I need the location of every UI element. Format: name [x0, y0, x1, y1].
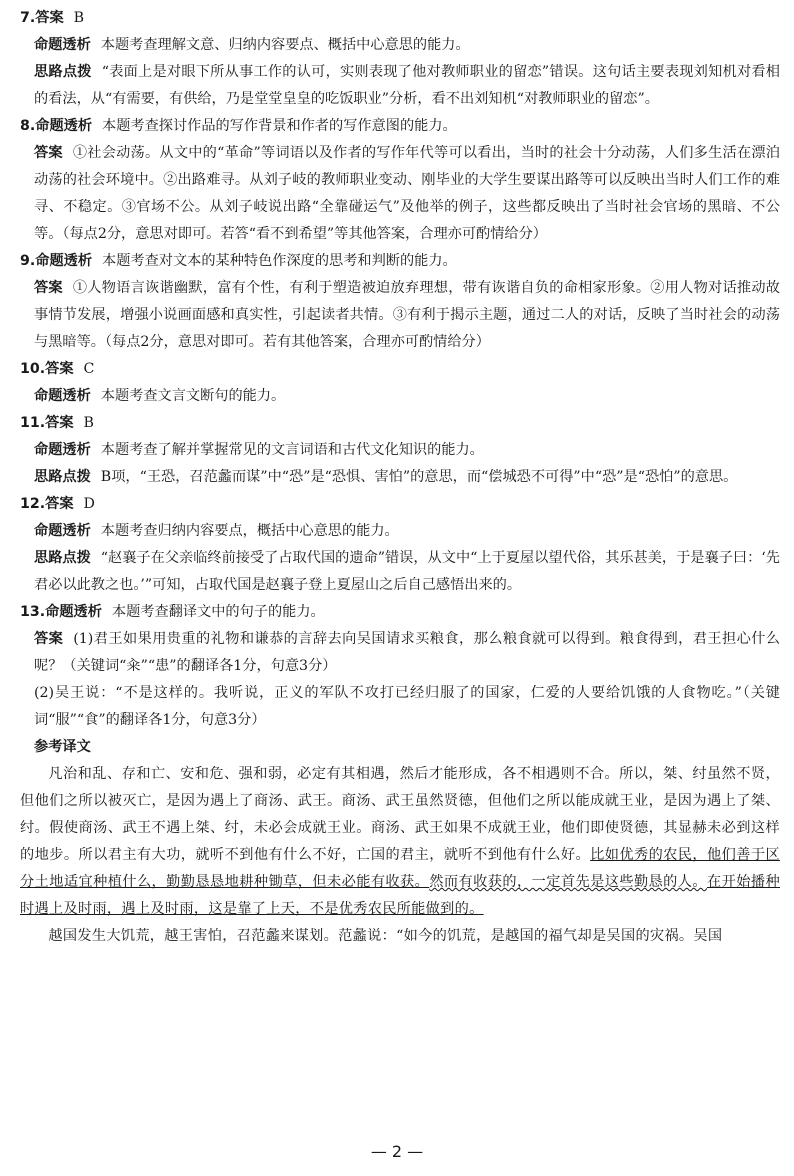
q11-hint: 思路点拨 B项，“王恐，召范蠡而谋”中“恐”是“恐惧、害怕”的意思，而“偿城恐不可得”中“恐”是“恐怕”的意思。: [34, 469, 738, 485]
reference-translation-paragraph-2: 越国发生大饥荒，越王害怕，召范蠡来谋划。范蠡说：“如今的饥荒，是越国的福气却是吴国的灾祸。吴国: [48, 928, 723, 944]
question-number: 7.: [20, 10, 36, 26]
q12-hint: 思路点拨 “赵襄子在父亲临终前接受了占取代国的遗命”错误，从文中“上于夏屋以望代俗，其乐甚美，于是襄子曰：‘先君必以此教之也。’”可知，占取代国是赵襄子登上夏屋山之后自己感悟出来的。: [34, 550, 780, 593]
q13-answer-1: 答案 (1)君王如果用贵重的礼物和谦恭的言辞去向吴国请求买粮食，那么粮食就可以得到。粮食得到，君王担心什么呢？（关键词“籴”“患”的翻译各1分，句意3分）: [34, 631, 780, 674]
page-number: — 2 —: [370, 1142, 424, 1161]
question-number: 11.: [20, 415, 46, 431]
underlined-sentence: 在开始播种时遇上及时雨，遇上及时雨，这是靠了上天，不是优秀农民所能做到的。: [20, 874, 780, 917]
question-number: 8.: [20, 118, 36, 134]
wavy-underlined-sentence: 然而有收获的，一定首先是这些勤恳的人。: [429, 874, 708, 890]
q12-answer-line: 12.答案 D: [20, 496, 95, 512]
reference-translation-heading: 参考译文: [34, 739, 91, 755]
underlined-sentence: 比如优秀的农民，他们善于区分土地适宜种植什么，勤勤恳恳地耕种锄草，但未必能有收获。: [20, 847, 780, 890]
q11-answer-line: 11.答案 B: [20, 415, 94, 431]
q12-analysis: 命题透析 本题考查归纳内容要点，概括中心意思的能力。: [34, 523, 399, 539]
q9-answer: 答案 ①人物语言诙谐幽默，富有个性，有利于塑造被迫放弃理想，带有诙谐自负的命相家形象。②用人物对话推动故事情节发展，增强小说画面感和真实性，引起读者共情。③有利于揭示主题，通过二人的对话，反映了当时社会的动荡与黑暗等。（每点2分，意思对即可。若有其他答案，合理亦可酌情给分）: [34, 280, 780, 350]
q13-answer-2: (2)吴王说：“不是这样的。我听说，正义的军队不攻打已经归服了的国家，仁爱的人要给饥饿的人食物吃。”（关键词“服”“食”的翻译各1分，句意3分）: [34, 685, 780, 728]
q8-answer: 答案 ①社会动荡。从文中的“革命”等词语以及作者的写作年代等可以看出，当时的社会十分动荡，人们多生活在漂泊动荡的社会环境中。②出路难寻。从刘子岐的教师职业变动、刚毕业的大学生要谋出路等可以反映出当时人们工作的难寻、不稳定。③官场不公。从刘子岐说出路“全靠碰运气”及他举的例子，这些都反映出了当时社会官场的黑暗、不公等。（每点2分，意思对即可。若答“看不到希望”等其他答案，合理亦可酌情给分）: [34, 145, 780, 242]
answer-label: 答案: [35, 10, 64, 26]
question-number: 10.: [20, 361, 46, 377]
question-number: 9.: [20, 253, 36, 269]
answer-sheet: [20, 5, 780, 950]
q10-answer-line: 10.答案 C: [20, 361, 95, 377]
q11-analysis: 命题透析 本题考查了解并掌握常见的文言词语和古代文化知识的能力。: [34, 442, 484, 458]
question-number: 13.: [20, 604, 46, 620]
q7-answer-line: [20, 5, 780, 32]
q13-analysis: 13.命题透析 本题考查翻译文中的句子的能力。: [20, 604, 325, 620]
reference-translation-paragraph-1: 凡治和乱、存和亡、安和危、强和弱，必定有其相遇，然后才能形成，各不相遇则不合。所以，桀、纣虽然不贤，但他们之所以被灭亡，是因为遇上了商汤、武王。商汤、武王虽然贤德，但他们之所以能成就王业，是因为遇上了桀、纣。假使商汤、武王不遇上桀、纣，未必会成就王业。商汤、武王如果不成就王业，他们即使贤德，其显赫未必到这样的地步。所以君主有大功，就听不到他有什么不好，亡国的君主，就听不到他有什么好。比如优秀的农民，他们善于区分土地适宜种植什么，勤勤恳恳地耕种锄草，但未必能有收获。然而有收获的，一定首先是这些勤恳的人。在开始播种时遇上及时雨，遇上及时雨，这是靠了上天，不是优秀农民所能做到的。: [20, 766, 780, 917]
q7-analysis: 命题透析 本题考查理解文意、归纳内容要点、概括中心意思的能力。: [34, 37, 470, 53]
question-number: 12.: [20, 496, 46, 512]
q8-analysis: 8.命题透析 本题考查探讨作品的写作背景和作者的写作意图的能力。: [20, 118, 457, 134]
q10-analysis: 命题透析 本题考查文言文断句的能力。: [34, 388, 286, 404]
q9-analysis: 9.命题透析 本题考查对文本的某种特色作深度的思考和判断的能力。: [20, 253, 457, 269]
answer-choice: B: [73, 10, 85, 26]
q7-hint: 思路点拨 “表面上是对眼下所从事工作的认可，实则表现了他对教师职业的留恋”错误。这句话主要表现刘知机对看相的看法，从“有需要，有供给，乃是堂堂皇皇的吃饭职业”分析，看不出刘知机“对教师职业的留恋”。: [34, 64, 780, 107]
